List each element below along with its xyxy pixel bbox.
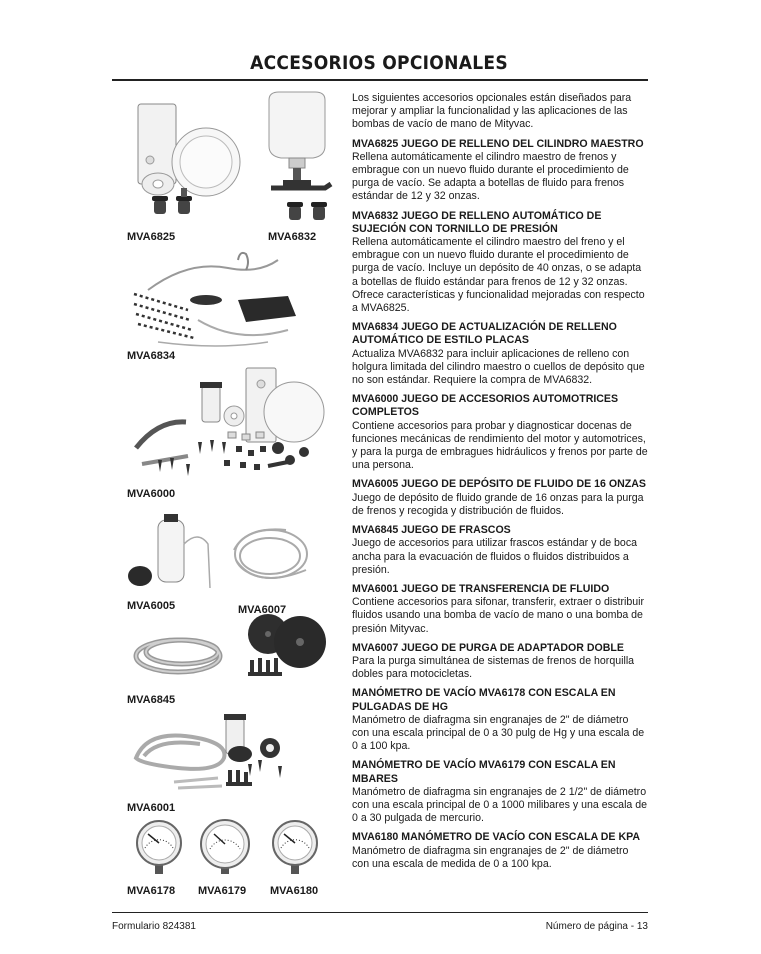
title-rule [112,79,648,81]
section-heading: MANÓMETRO DE VACÍO MVA6179 CON ESCALA EN MBARES [352,759,616,785]
label-mva6832: MVA6832 [268,231,317,243]
section-body: Manómetro de diafragma sin engranajes de 2 1/2" de diámetro con una escala principal de 0 a 1000 milibares y una escala de 0 a 30 pulgada de mercurio. [352,785,648,825]
section-body: Juego de depósito de fluido grande de 16 onzas para la purga de frenos y recogida y distribución de fluidos. [352,491,644,517]
section-heading: MVA6825 JUEGO DE RELLENO DEL CILINDRO MAESTRO [352,137,644,150]
section-mva6832 [352,210,648,316]
label-mva6007: MVA6007 [238,604,287,616]
mva6834-image [128,250,313,350]
mva6001-image [128,708,333,798]
section-body: Para la purga simultánea de sistemas de frenos de horquilla dobles para motocicletas. [352,654,635,681]
section-heading: MVA6001 JUEGO DE TRANSFERENCIA DE FLUIDO [352,582,610,595]
section-mva6179 [352,759,648,825]
mva6825-image [128,100,258,225]
mva6845-image [128,612,333,690]
section-mva6178 [352,687,648,753]
section-body: Rellena automáticamente el cilindro maestro de frenos y embrague con un nuevo fluido durante el procedimiento de purga de vacío. Se adapta a botellas de fluido para frenos estándar de 12 y 32 onzas. [352,150,629,203]
section-heading: MVA6007 JUEGO DE PURGA DE ADAPTADOR DOBLE [352,641,624,654]
section-body: Actualiza MVA6832 para incluir aplicaciones de relleno con holgura limitada del cilindro maestro o cuellos de depósito que no son estándar. Requiere la compra de MVA6832. [352,347,645,387]
mva6007-image [226,520,316,595]
section-mva6834 [352,321,648,387]
label-mva6178: MVA6178 [127,885,176,897]
section-mva6845 [352,524,648,577]
section-heading: MVA6000 JUEGO DE ACCESORIOS AUTOMOTRICES COMPLETOS [352,393,619,419]
section-body: Contiene accesorios para probar y diagnosticar docenas de funciones mecánicas de rendimiento del motor y automotrices, y para la purga de embragues hidráulicos y frenos por parte de una persona. [352,419,648,472]
section-mva6005 [352,478,648,518]
intro-paragraph: Los siguientes accesorios opcionales están diseñados para mejorar y ampliar la funcionalidad y las aplicaciones de las bombas de vacío de mano de Mityvac. [352,92,632,131]
mva6179-gauge-image [198,818,252,878]
label-mva6000: MVA6000 [127,488,176,500]
section-mva6825 [352,138,648,204]
section-mva6000 [352,393,648,472]
section-heading: MVA6834 JUEGO DE ACTUALIZACIÓN DE RELLENO AUTOMÁTICO DE ESTILO PLACAS [352,321,617,347]
section-body: Rellena automáticamente el cilindro maestro del freno y el embrague con un nuevo fluido durante el procedimiento de purga de vacío. Incluye un depósito de 40 onzas, o se adapta a botellas de fluido estándar para frenos de 12 y 32 onzas. Ofrece características y funcionalidad mejoradas con respecto a MVA6825. [352,236,645,315]
description-column [352,92,648,877]
section-mva6001 [352,583,648,636]
section-heading: MVA6005 JUEGO DE DEPÓSITO DE FLUIDO DE 16 ONZAS [352,478,646,491]
mva6005-image [128,510,223,590]
mva6180-gauge-image [270,818,320,878]
footer-page-number: Número de página - 13 [545,921,648,932]
section-mva6180 [352,831,648,871]
mva6832-image [255,88,350,226]
label-mva6001: MVA6001 [127,802,176,814]
section-body: Juego de accesorios para utilizar frascos estándar y de boca ancha para la evacuación de fluidos o fluidos distribuidos a presión. [352,537,638,576]
section-heading: MVA6832 JUEGO DE RELLENO AUTOMÁTICO DE SUJECIÓN CON TORNILLO DE PRESIÓN [352,209,602,235]
section-mva6007 [352,642,648,682]
label-mva6005: MVA6005 [127,600,176,612]
section-heading: MVA6845 JUEGO DE FRASCOS [352,524,511,537]
mva6000-image [128,360,333,485]
section-heading: MANÓMETRO DE VACÍO MVA6178 CON ESCALA EN PULGADAS DE HG [352,687,616,713]
label-mva6180: MVA6180 [270,885,319,897]
label-mva6845: MVA6845 [127,694,176,706]
section-body: Manómetro de diafragma sin engranajes de 2" de diámetro con una escala de medida de 0 a 100 kpa. [352,844,629,870]
mva6178-gauge-image [134,818,184,878]
page-title: ACCESORIOS OPCIONALES [250,52,508,74]
label-mva6179: MVA6179 [198,885,247,897]
label-mva6825: MVA6825 [127,231,176,243]
section-heading: MVA6180 MANÓMETRO DE VACÍO CON ESCALA DE KPA [352,831,641,844]
label-mva6834: MVA6834 [127,350,176,362]
footer-form-number: Formulario 824381 [112,921,196,932]
footer-rule [112,912,648,913]
section-body: Manómetro de diafragma sin engranajes de 2" de diámetro con una escala principal de 0 a 30 pulg de Hg y una escala de 0 a 100 kpa. [352,713,645,753]
section-body: Contiene accesorios para sifonar, transferir, extraer o distribuir fluidos usando una bomba de vacío de mano o una bomba de presión Mityvac. [352,596,645,635]
